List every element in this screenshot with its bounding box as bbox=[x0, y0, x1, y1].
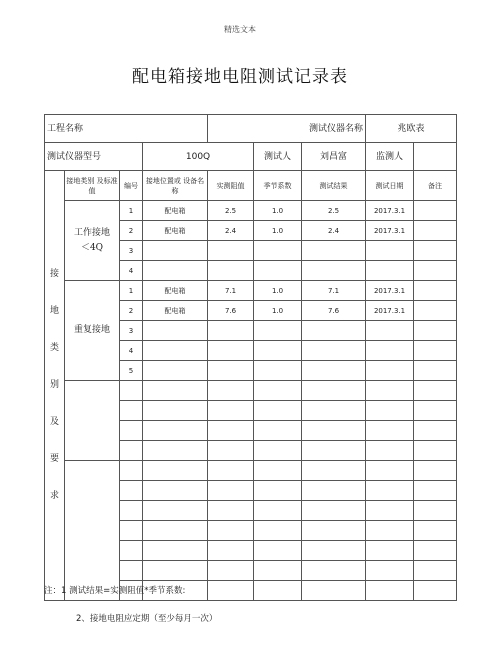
note-line-2: 2、接地电阻应定期（至少每月一次） bbox=[76, 614, 218, 624]
note-line-1: 注：1 测试结果=实测阻值*季节系数: bbox=[44, 586, 186, 596]
cell-seasonal[interactable] bbox=[254, 401, 302, 421]
cell-remarks[interactable] bbox=[414, 421, 457, 441]
project-label: 工程名称 bbox=[47, 123, 84, 134]
cell-result[interactable] bbox=[302, 481, 366, 501]
cell-measured[interactable] bbox=[208, 481, 254, 501]
cell-seasonal[interactable] bbox=[254, 341, 302, 361]
cell-measured[interactable] bbox=[208, 401, 254, 421]
work-ground-category bbox=[65, 201, 120, 281]
cell-position[interactable] bbox=[143, 241, 208, 261]
cell-seasonal[interactable]: 1.0 bbox=[254, 301, 302, 321]
cell-remarks[interactable] bbox=[414, 461, 457, 481]
col-header-date: 测试日期 bbox=[366, 171, 414, 201]
cell-result[interactable] bbox=[302, 541, 366, 561]
cell-remarks[interactable] bbox=[414, 561, 457, 581]
cell-measured[interactable] bbox=[208, 441, 254, 461]
cell-seasonal[interactable] bbox=[254, 521, 302, 541]
cell-remarks[interactable] bbox=[414, 481, 457, 501]
cell-position[interactable] bbox=[143, 341, 208, 361]
cell-date[interactable]: 2017.3.1 bbox=[366, 281, 414, 301]
instrument-name-label: 测试仪器名称 bbox=[208, 115, 366, 143]
cell-result[interactable]: 7.1 bbox=[302, 281, 366, 301]
side-category-label bbox=[45, 171, 65, 601]
side-char: 及 bbox=[49, 417, 59, 427]
cell-result[interactable] bbox=[302, 401, 366, 421]
page-title: 配电箱接地电阻测试记录表 bbox=[132, 67, 348, 87]
model-value[interactable]: 100Q bbox=[143, 143, 254, 171]
cell-position[interactable] bbox=[143, 361, 208, 381]
cell-remarks[interactable] bbox=[414, 341, 457, 361]
cell-date[interactable]: 2017.3.1 bbox=[366, 221, 414, 241]
cell-date[interactable] bbox=[366, 261, 414, 281]
cell-measured[interactable] bbox=[208, 541, 254, 561]
cell-position[interactable] bbox=[143, 321, 208, 341]
cell-measured[interactable]: 2.5 bbox=[208, 201, 254, 221]
cell-position[interactable]: 配电箱 bbox=[143, 221, 208, 241]
cell-no: 4 bbox=[120, 341, 143, 361]
table-row bbox=[45, 201, 457, 221]
cell-no: 2 bbox=[120, 301, 143, 321]
cell-no: 4 bbox=[120, 261, 143, 281]
project-label-cell bbox=[45, 115, 208, 143]
cell-result[interactable] bbox=[302, 241, 366, 261]
cell-no bbox=[120, 461, 143, 481]
side-char: 要 bbox=[49, 454, 59, 464]
cell-seasonal[interactable] bbox=[254, 501, 302, 521]
cell-result[interactable] bbox=[302, 501, 366, 521]
cell-no: 1 bbox=[120, 201, 143, 221]
col-header-position: 接地位置或 设备名称 bbox=[143, 171, 208, 201]
cell-date[interactable] bbox=[366, 481, 414, 501]
cell-no bbox=[120, 441, 143, 461]
cell-remarks[interactable] bbox=[414, 321, 457, 341]
cell-remarks[interactable] bbox=[414, 381, 457, 401]
cell-date[interactable] bbox=[366, 541, 414, 561]
cell-result[interactable] bbox=[302, 561, 366, 581]
cell-measured[interactable] bbox=[208, 341, 254, 361]
cell-measured[interactable]: 2.4 bbox=[208, 221, 254, 241]
cell-result[interactable] bbox=[302, 261, 366, 281]
cell-date[interactable] bbox=[366, 461, 414, 481]
cell-result[interactable] bbox=[302, 421, 366, 441]
cell-position[interactable]: 配电箱 bbox=[143, 301, 208, 321]
cell-measured[interactable] bbox=[208, 361, 254, 381]
col-header-seasonal: 季节系数 bbox=[254, 171, 302, 201]
cell-position[interactable] bbox=[143, 561, 208, 581]
cell-seasonal[interactable] bbox=[254, 581, 302, 601]
cell-no: 3 bbox=[120, 321, 143, 341]
cell-position[interactable] bbox=[143, 421, 208, 441]
tester-label: 测试人 bbox=[254, 143, 302, 171]
cell-position[interactable] bbox=[143, 401, 208, 421]
side-char: 地 bbox=[49, 306, 59, 316]
cell-result[interactable]: 2.5 bbox=[302, 201, 366, 221]
cell-remarks[interactable] bbox=[414, 241, 457, 261]
cell-position[interactable] bbox=[143, 541, 208, 561]
cell-measured[interactable] bbox=[208, 261, 254, 281]
cell-no bbox=[120, 561, 143, 581]
cell-position[interactable] bbox=[143, 481, 208, 501]
cell-position[interactable] bbox=[143, 501, 208, 521]
cell-date[interactable] bbox=[366, 441, 414, 461]
repeat-ground-name: 重复接地 bbox=[73, 325, 110, 335]
cell-no bbox=[120, 541, 143, 561]
cell-result[interactable] bbox=[302, 361, 366, 381]
cell-result[interactable] bbox=[302, 321, 366, 341]
cell-seasonal[interactable] bbox=[254, 441, 302, 461]
work-ground-name: 工作接地 bbox=[73, 227, 110, 238]
cell-date[interactable] bbox=[366, 521, 414, 541]
cell-measured[interactable] bbox=[208, 241, 254, 261]
cell-no: 1 bbox=[120, 281, 143, 301]
cell-seasonal[interactable] bbox=[254, 241, 302, 261]
cell-measured[interactable] bbox=[208, 381, 254, 401]
cell-position[interactable]: 配电箱 bbox=[143, 201, 208, 221]
cell-date[interactable]: 2017.3.1 bbox=[366, 301, 414, 321]
cell-position[interactable]: 配电箱 bbox=[143, 281, 208, 301]
cell-result[interactable] bbox=[302, 461, 366, 481]
supervisor-value[interactable] bbox=[414, 143, 457, 171]
cell-result[interactable] bbox=[302, 341, 366, 361]
cell-date[interactable] bbox=[366, 581, 414, 601]
cell-date[interactable]: 2017.3.1 bbox=[366, 201, 414, 221]
cell-seasonal[interactable] bbox=[254, 541, 302, 561]
cell-remarks[interactable] bbox=[414, 501, 457, 521]
cell-position[interactable] bbox=[143, 461, 208, 481]
cell-remarks[interactable] bbox=[414, 521, 457, 541]
cell-measured[interactable] bbox=[208, 421, 254, 441]
cell-no: 3 bbox=[120, 241, 143, 261]
cell-measured[interactable] bbox=[208, 561, 254, 581]
cell-measured[interactable]: 7.1 bbox=[208, 281, 254, 301]
col-header-no: 编号 bbox=[120, 171, 143, 201]
work-ground-standard: ＜4Q bbox=[80, 242, 104, 253]
cell-seasonal[interactable]: 1.0 bbox=[254, 281, 302, 301]
cell-result[interactable] bbox=[302, 521, 366, 541]
cell-result[interactable] bbox=[302, 581, 366, 601]
side-char: 求 bbox=[49, 491, 59, 501]
cell-measured[interactable] bbox=[208, 461, 254, 481]
cell-seasonal[interactable] bbox=[254, 381, 302, 401]
side-char: 别 bbox=[49, 380, 59, 390]
category-blank bbox=[65, 381, 120, 461]
cell-position[interactable] bbox=[143, 521, 208, 541]
cell-date[interactable] bbox=[366, 421, 414, 441]
cell-seasonal[interactable] bbox=[254, 321, 302, 341]
tester-value[interactable]: 刘昌富 bbox=[302, 143, 366, 171]
repeat-ground-category bbox=[65, 281, 120, 381]
cell-position[interactable] bbox=[143, 261, 208, 281]
cell-remarks[interactable] bbox=[414, 361, 457, 381]
cell-date[interactable] bbox=[366, 241, 414, 261]
cell-no bbox=[120, 521, 143, 541]
cell-seasonal[interactable]: 1.0 bbox=[254, 221, 302, 241]
cell-remarks[interactable] bbox=[414, 281, 457, 301]
cell-seasonal[interactable] bbox=[254, 261, 302, 281]
cell-date[interactable] bbox=[366, 321, 414, 341]
cell-remarks[interactable] bbox=[414, 261, 457, 281]
cell-date[interactable] bbox=[366, 561, 414, 581]
cell-date[interactable] bbox=[366, 341, 414, 361]
cell-seasonal[interactable] bbox=[254, 481, 302, 501]
cell-date[interactable] bbox=[366, 361, 414, 381]
col-header-measured: 实测阻值 bbox=[208, 171, 254, 201]
cell-result[interactable]: 7.6 bbox=[302, 301, 366, 321]
cell-seasonal[interactable] bbox=[254, 561, 302, 581]
side-char: 接 bbox=[49, 269, 59, 279]
model-label: 测试仪器型号 bbox=[45, 143, 143, 171]
cell-no: 2 bbox=[120, 221, 143, 241]
cell-seasonal[interactable]: 1.0 bbox=[254, 201, 302, 221]
grounding-resistance-table bbox=[44, 114, 457, 601]
col-header-result: 测试结果 bbox=[302, 171, 366, 201]
side-char: 类 bbox=[49, 343, 59, 353]
cell-remarks[interactable] bbox=[414, 201, 457, 221]
cell-position[interactable] bbox=[143, 381, 208, 401]
instrument-name-value[interactable]: 兆欧表 bbox=[366, 115, 457, 143]
cell-measured[interactable] bbox=[208, 521, 254, 541]
cell-remarks[interactable] bbox=[414, 441, 457, 461]
cell-remarks[interactable] bbox=[414, 541, 457, 561]
cell-no bbox=[120, 381, 143, 401]
cell-seasonal[interactable] bbox=[254, 461, 302, 481]
cell-measured[interactable] bbox=[208, 321, 254, 341]
cell-no bbox=[120, 501, 143, 521]
cell-remarks[interactable] bbox=[414, 301, 457, 321]
col-header-type-standard: 接地类别 及标准值 bbox=[65, 171, 120, 201]
cell-remarks[interactable] bbox=[414, 581, 457, 601]
cell-result[interactable] bbox=[302, 381, 366, 401]
cell-no: 5 bbox=[120, 361, 143, 381]
cell-measured[interactable] bbox=[208, 581, 254, 601]
table-row bbox=[45, 381, 457, 401]
cell-date[interactable] bbox=[366, 401, 414, 421]
cell-no bbox=[120, 421, 143, 441]
cell-seasonal[interactable] bbox=[254, 361, 302, 381]
cell-result[interactable] bbox=[302, 441, 366, 461]
cell-position[interactable] bbox=[143, 441, 208, 461]
supervisor-label: 监测人 bbox=[366, 143, 414, 171]
cell-seasonal[interactable] bbox=[254, 421, 302, 441]
cell-no bbox=[120, 401, 143, 421]
table-row bbox=[45, 281, 457, 301]
category-blank bbox=[65, 461, 120, 601]
cell-remarks[interactable] bbox=[414, 401, 457, 421]
cell-measured[interactable]: 7.6 bbox=[208, 301, 254, 321]
cell-measured[interactable] bbox=[208, 501, 254, 521]
cell-no bbox=[120, 481, 143, 501]
col-header-remarks: 备注 bbox=[414, 171, 457, 201]
cell-result[interactable]: 2.4 bbox=[302, 221, 366, 241]
cell-date[interactable] bbox=[366, 381, 414, 401]
header-mark: 精选文本 bbox=[224, 25, 256, 34]
cell-remarks[interactable] bbox=[414, 221, 457, 241]
cell-date[interactable] bbox=[366, 501, 414, 521]
table-row bbox=[45, 461, 457, 481]
